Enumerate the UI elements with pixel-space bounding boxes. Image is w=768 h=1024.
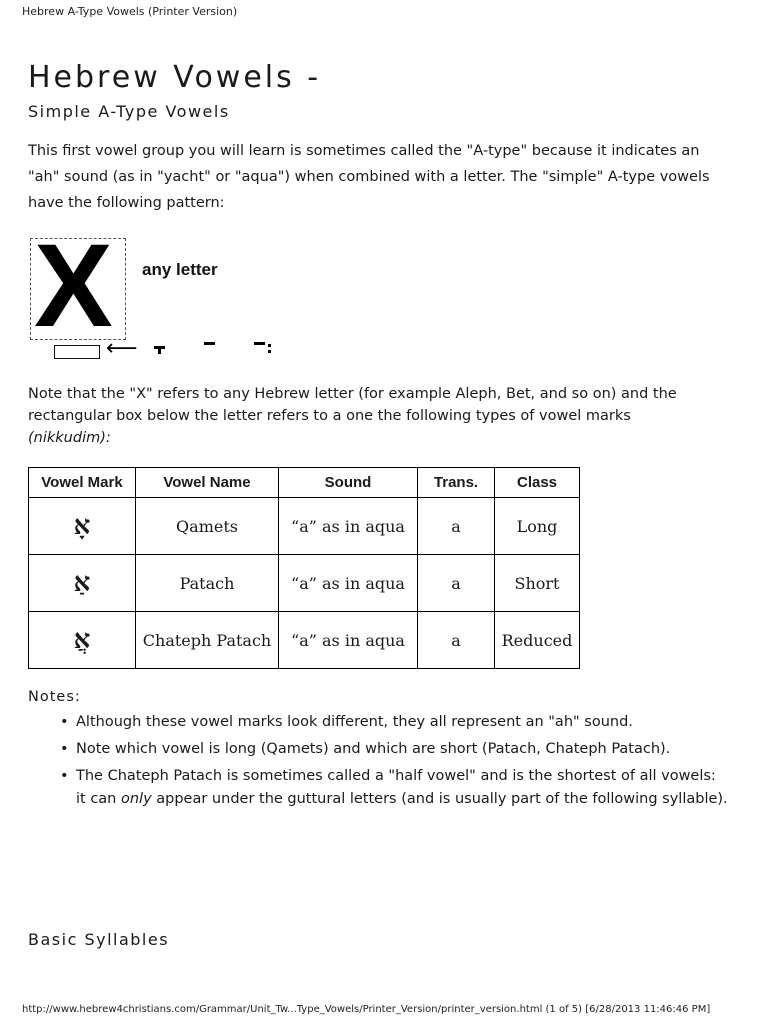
vowel-mark-box (54, 345, 100, 359)
vowel-name-cell: Chateph Patach (136, 612, 279, 669)
vowel-mark-cell (29, 498, 136, 555)
any-letter-label: any letter (142, 260, 218, 279)
vowel-name-cell: Qamets (136, 498, 279, 555)
note-item-text: Although these vowel marks look different, they all represent an "ah" sound. (76, 714, 633, 730)
class-cell: Reduced (495, 612, 580, 669)
bullet-icon: • (60, 768, 69, 784)
list-item (60, 765, 728, 811)
note-paragraph (28, 383, 728, 449)
bullet-icon: • (60, 714, 69, 730)
table-row (29, 555, 580, 612)
note-text: Note that the "X" refers to any Hebrew letter (for example Aleph, Bet, and so on) and the rectangular box below the letter refers to a one the following types of vowel marks (28, 386, 677, 424)
sound-cell: “a” as in aqua (279, 612, 418, 669)
vowel-mark-cell (29, 612, 136, 669)
trans-cell: a (418, 498, 495, 555)
column-header: Sound (279, 468, 418, 498)
chateph-patach-hebrew-glyph: אֲ (73, 625, 91, 655)
qamets-hebrew-glyph: אָ (73, 511, 91, 541)
class-cell: Long (495, 498, 580, 555)
nikkudim-term: (nikkudim): (28, 430, 111, 446)
print-footer-url: http://www.hebrew4christians.com/Grammar/Unit_Tw...Type_Vowels/Printer_Version/printer_version.html (1 of 5) [6/28/2013 11:46:46 PM] (22, 1004, 711, 1015)
column-header: Trans. (418, 468, 495, 498)
notes-list (28, 711, 728, 811)
column-header: Vowel Name (136, 468, 279, 498)
list-item (60, 738, 728, 761)
vowel-table (28, 467, 580, 669)
column-header: Class (495, 468, 580, 498)
table-row (29, 498, 580, 555)
main-content (28, 58, 728, 815)
patach-hebrew-glyph: אַ (73, 568, 91, 598)
trans-cell: a (418, 555, 495, 612)
table-header-row (29, 468, 580, 498)
note-item-text: Note which vowel is long (Qamets) and which are short (Patach, Chateph Patach). (76, 741, 671, 757)
column-header: Vowel Mark (29, 468, 136, 498)
vowel-name-cell: Patach (136, 555, 279, 612)
page-subtitle: Simple A-Type Vowels (28, 102, 230, 121)
sound-cell: “a” as in aqua (279, 555, 418, 612)
bullet-icon: • (60, 741, 69, 757)
section-heading-basic-syllables: Basic Syllables (28, 930, 170, 949)
x-letter-glyph: X (34, 220, 113, 352)
vowel-pattern-diagram (28, 220, 308, 373)
emphasis-only: only (120, 791, 152, 807)
arrow-left-icon: ⟵ (106, 336, 138, 361)
page-title: Hebrew Vowels - (28, 60, 322, 95)
vowel-mark-cell (29, 555, 136, 612)
print-header: Hebrew A-Type Vowels (Printer Version) (22, 5, 238, 18)
intro-paragraph: This first vowel group you will learn is sometimes called the "A-type" because it indicates an "ah" sound (as in "yacht" or "aqua") when combined with a letter. The "simple" A-type vowels have the following pattern: (28, 143, 710, 211)
notes-heading: Notes: (28, 689, 81, 705)
table-row (29, 612, 580, 669)
trans-cell: a (418, 612, 495, 669)
note-item-text-end: appear under the guttural letters (and is usually part of the following syllable). (151, 791, 728, 807)
list-item (60, 711, 728, 734)
sound-cell: “a” as in aqua (279, 498, 418, 555)
note-item-text-start: The Chateph Patach is sometimes called a "half vowel" and is the shortest of all vowels: it can (76, 768, 716, 807)
class-cell: Short (495, 555, 580, 612)
